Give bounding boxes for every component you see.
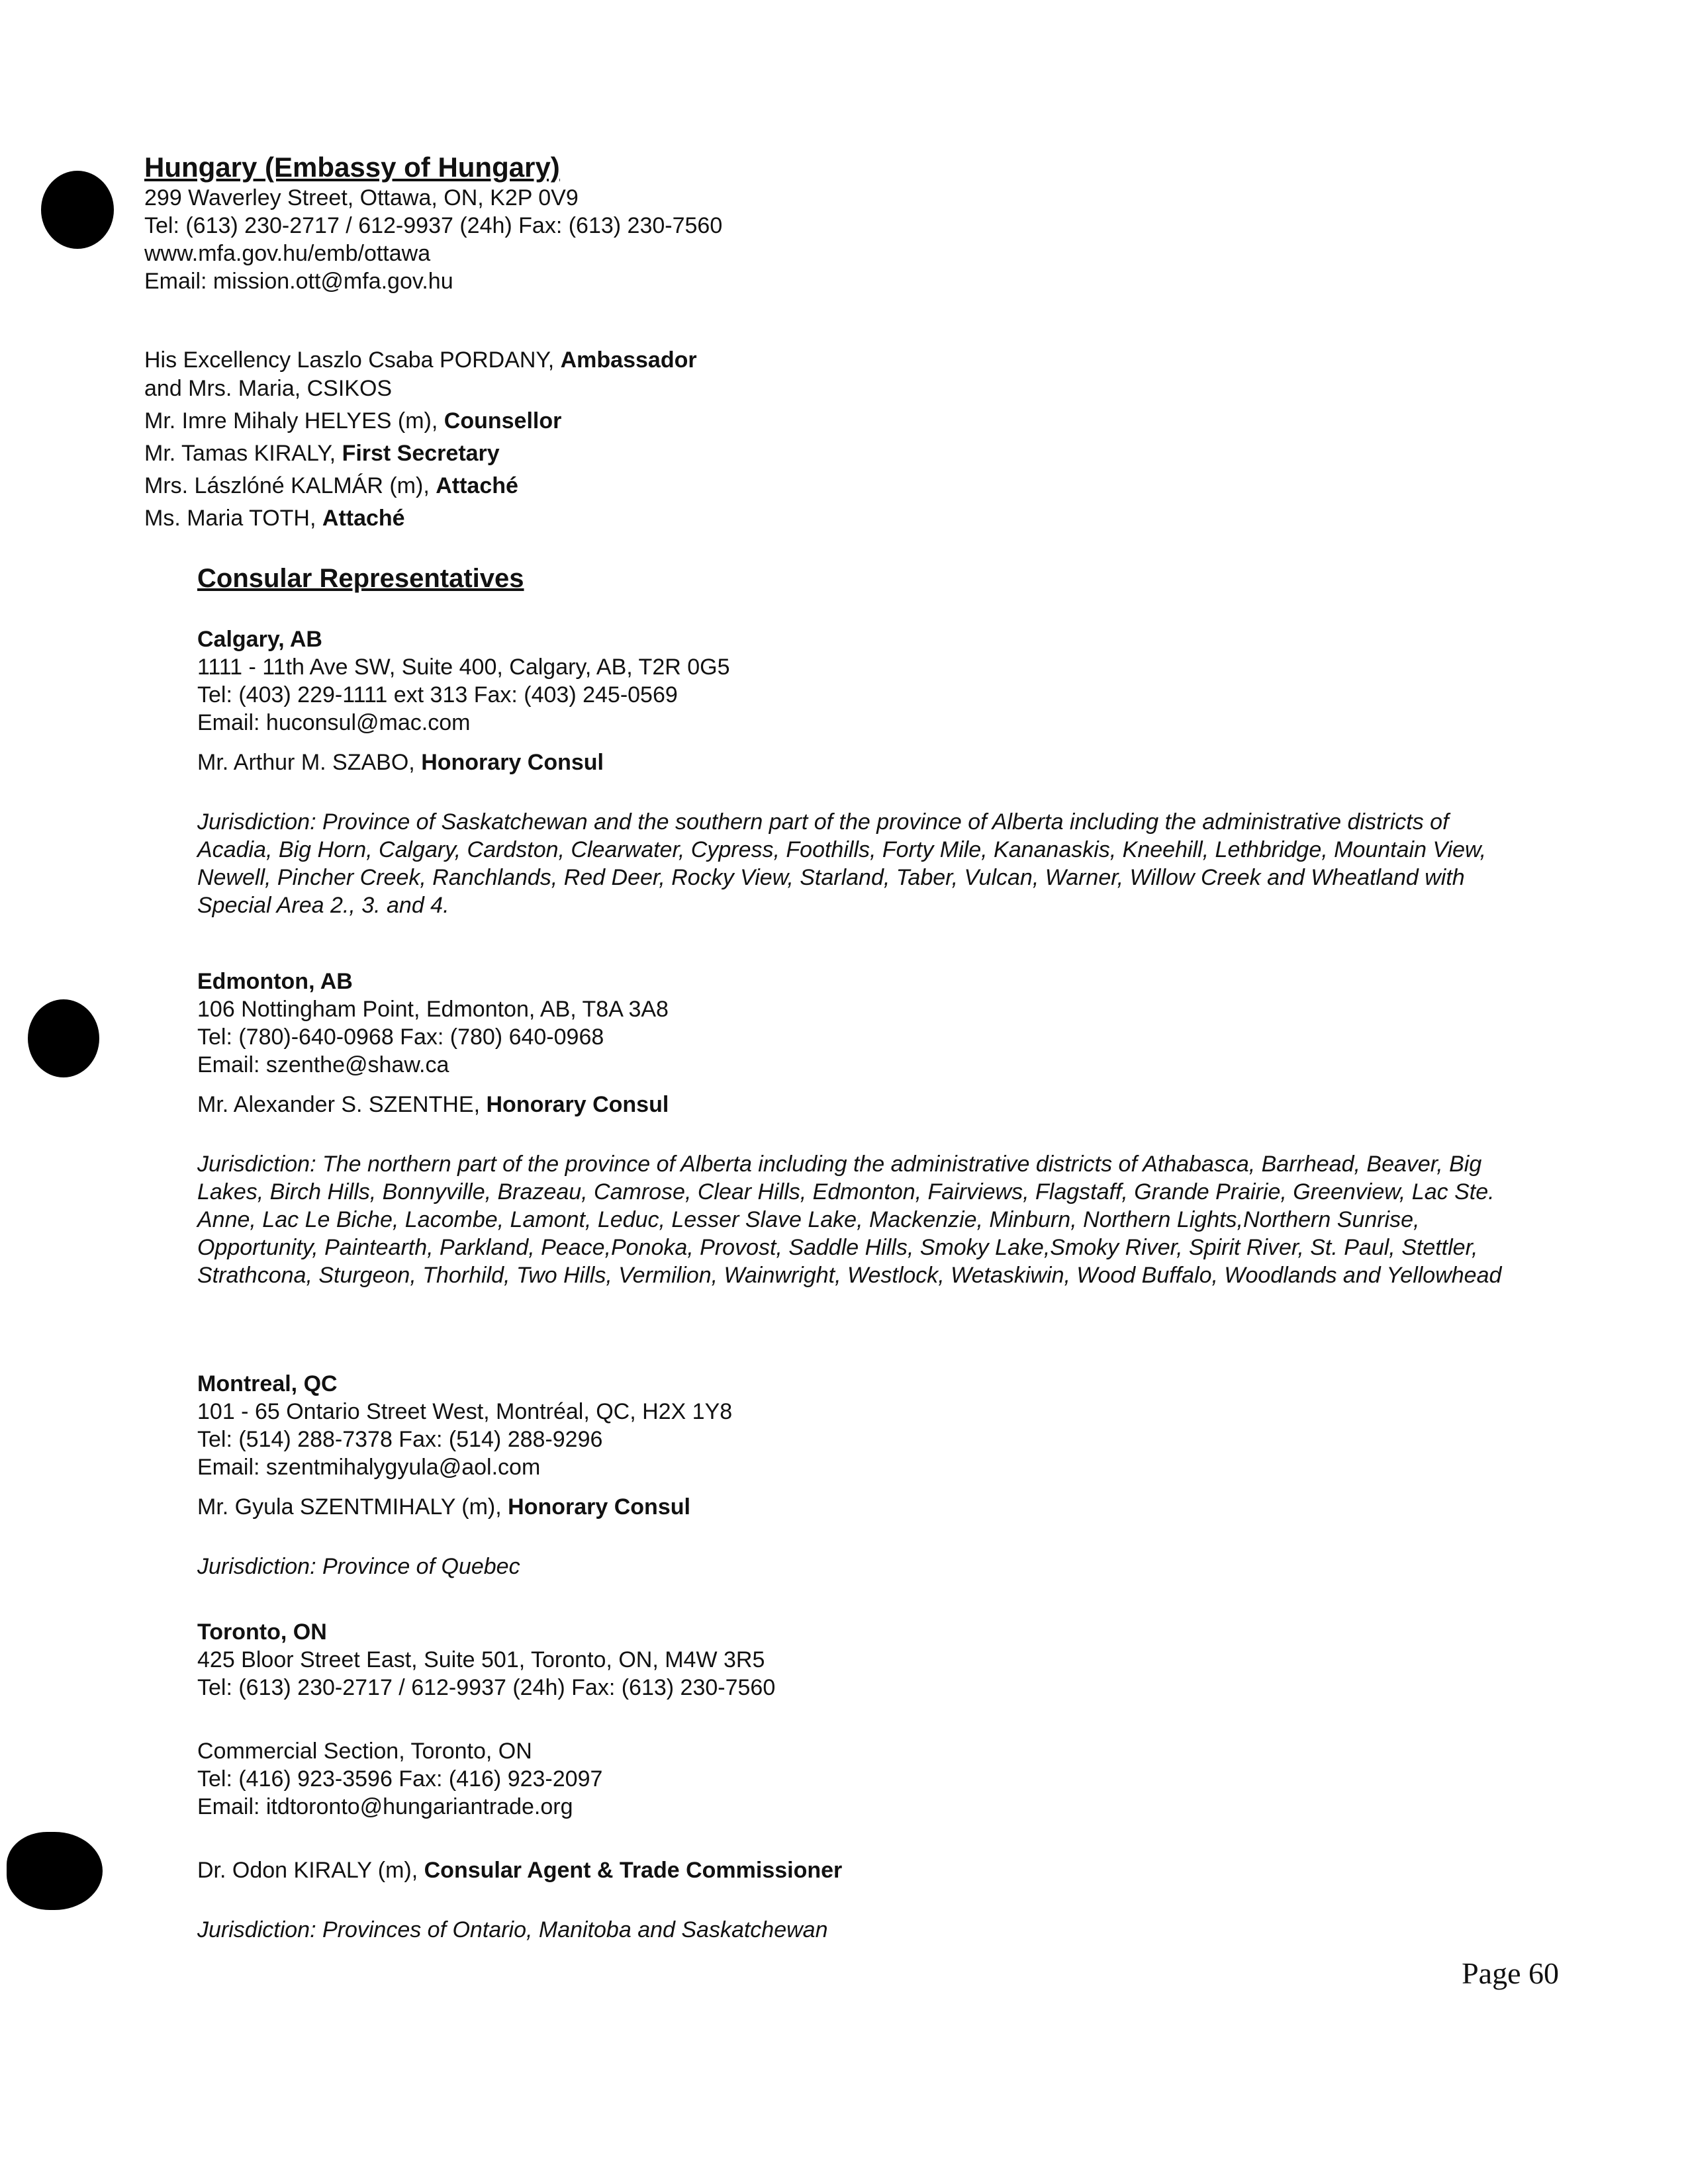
staff-row: Mr. Tamas KIRALY, First Secretary — [144, 441, 500, 466]
staff-row: Mr. Imre Mihaly HELYES (m), Counsellor — [144, 408, 562, 433]
staff-row: Ms. Maria TOTH, Attaché — [144, 506, 405, 531]
toronto-city: Toronto, ON — [197, 1619, 327, 1645]
embassy-title: Hungary (Embassy of Hungary) — [144, 152, 560, 183]
punch-hole-top — [41, 171, 114, 249]
toronto-commercial-email: Email: itdtoronto@hungariantrade.org — [197, 1794, 573, 1819]
calgary-entry — [197, 625, 1521, 919]
montreal-consul: Mr. Gyula SZENTMIHALY (m), Honorary Consul — [197, 1494, 690, 1520]
edmonton-phone: Tel: (780)-640-0968 Fax: (780) 640-0968 — [197, 1024, 604, 1050]
embassy-address: 299 Waverley Street, Ottawa, ON, K2P 0V9 — [144, 185, 579, 210]
edmonton-jurisdiction: Jurisdiction: The northern part of the province of Alberta including the administrative districts of Athabasca, Barrhead, Beaver, Big Lakes, Birch Hills, Bonnyville, Brazeau, Camrose, Clear Hills, Edmonton, Fairviews, Flagstaff, Grande Prairie, Greenview, Lac Ste. Anne, Lac Le Biche, Lacombe, Lamont, Leduc, Lesser Slave Lake, Mackenzie, Minburn, Northern Lights,Northern Sunrise, Opportunity, Paintearth, Parkland, Peace,Ponoka, Provost, Saddle Hills, Smoky Lake,Smoky River, Spirit River, St. Paul, Stettler, Strathcona, Sturgeon, Thorhild, Two Hills, Vermilion, Wainwright, Westlock, Wetaskiwin, Wood Buffalo, Woodlands and Yellowhead — [197, 1152, 1502, 1288]
calgary-jurisdiction: Jurisdiction: Province of Saskatchewan and the southern part of the province of Alberta including the administrative districts of Acadia, Big Horn, Calgary, Cardston, Clearwater, Cypress, Foothills, Forty Mile, Kananaskis, Kneehill, Lethbridge, Mountain View, Newell, Pincher Creek, Ranchlands, Red Deer, Rocky View, Starland, Taber, Vulcan, Warner, Willow Creek and Wheatland with Special Area 2., 3. and 4. — [197, 809, 1487, 918]
toronto-jurisdiction: Jurisdiction: Provinces of Ontario, Manitoba and Saskatchewan — [197, 1917, 828, 1942]
staff-row: and Mrs. Maria, CSIKOS — [144, 376, 393, 401]
toronto-commercial-section: Commercial Section, Toronto, ON — [197, 1739, 532, 1764]
montreal-email: Email: szentmihalygyula@aol.com — [197, 1455, 541, 1480]
toronto-entry — [197, 1618, 1521, 1944]
montreal-entry — [197, 1370, 1521, 1580]
punch-hole-middle — [28, 999, 99, 1077]
toronto-address: 425 Bloor Street East, Suite 501, Toronto, ON, M4W 3R5 — [197, 1647, 765, 1672]
montreal-phone: Tel: (514) 288-7378 Fax: (514) 288-9296 — [197, 1427, 603, 1452]
montreal-address: 101 - 65 Ontario Street West, Montréal, QC, H2X 1Y8 — [197, 1399, 733, 1424]
toronto-phone: Tel: (613) 230-2717 / 612-9937 (24h) Fax: (613) 230-7560 — [197, 1675, 776, 1700]
montreal-city: Montreal, QC — [197, 1371, 338, 1396]
page-number: Page 60 — [1462, 1956, 1559, 1990]
montreal-jurisdiction: Jurisdiction: Province of Quebec — [197, 1554, 520, 1579]
embassy-staff — [144, 344, 1534, 535]
calgary-consul: Mr. Arthur M. SZABO, Honorary Consul — [197, 750, 604, 775]
calgary-email: Email: huconsul@mac.com — [197, 710, 471, 735]
punch-hole-bottom — [7, 1832, 103, 1910]
embassy-section — [144, 151, 1534, 295]
consular-title: Consular Representatives — [197, 564, 524, 593]
staff-row: Mrs. Lászlóné KALMÁR (m), Attaché — [144, 473, 518, 498]
embassy-phone: Tel: (613) 230-2717 / 612-9937 (24h) Fax: (613) 230-7560 — [144, 213, 723, 238]
calgary-city: Calgary, AB — [197, 627, 322, 652]
edmonton-address: 106 Nottingham Point, Edmonton, AB, T8A 3A8 — [197, 997, 669, 1022]
toronto-commercial-phone: Tel: (416) 923-3596 Fax: (416) 923-2097 — [197, 1766, 603, 1792]
consular-heading — [197, 563, 524, 594]
toronto-agent: Dr. Odon KIRALY (m), Consular Agent & Trade Commissioner — [197, 1858, 843, 1883]
edmonton-entry — [197, 968, 1521, 1289]
embassy-email: Email: mission.ott@mfa.gov.hu — [144, 269, 453, 294]
embassy-website: www.mfa.gov.hu/emb/ottawa — [144, 241, 431, 266]
calgary-phone: Tel: (403) 229-1111 ext 313 Fax: (403) 245-0569 — [197, 682, 678, 707]
edmonton-consul: Mr. Alexander S. SZENTHE, Honorary Consul — [197, 1092, 669, 1117]
edmonton-email: Email: szenthe@shaw.ca — [197, 1052, 449, 1077]
staff-row: His Excellency Laszlo Csaba PORDANY, Ambassador — [144, 347, 697, 373]
calgary-address: 1111 - 11th Ave SW, Suite 400, Calgary, AB, T2R 0G5 — [197, 655, 730, 680]
edmonton-city: Edmonton, AB — [197, 969, 353, 994]
